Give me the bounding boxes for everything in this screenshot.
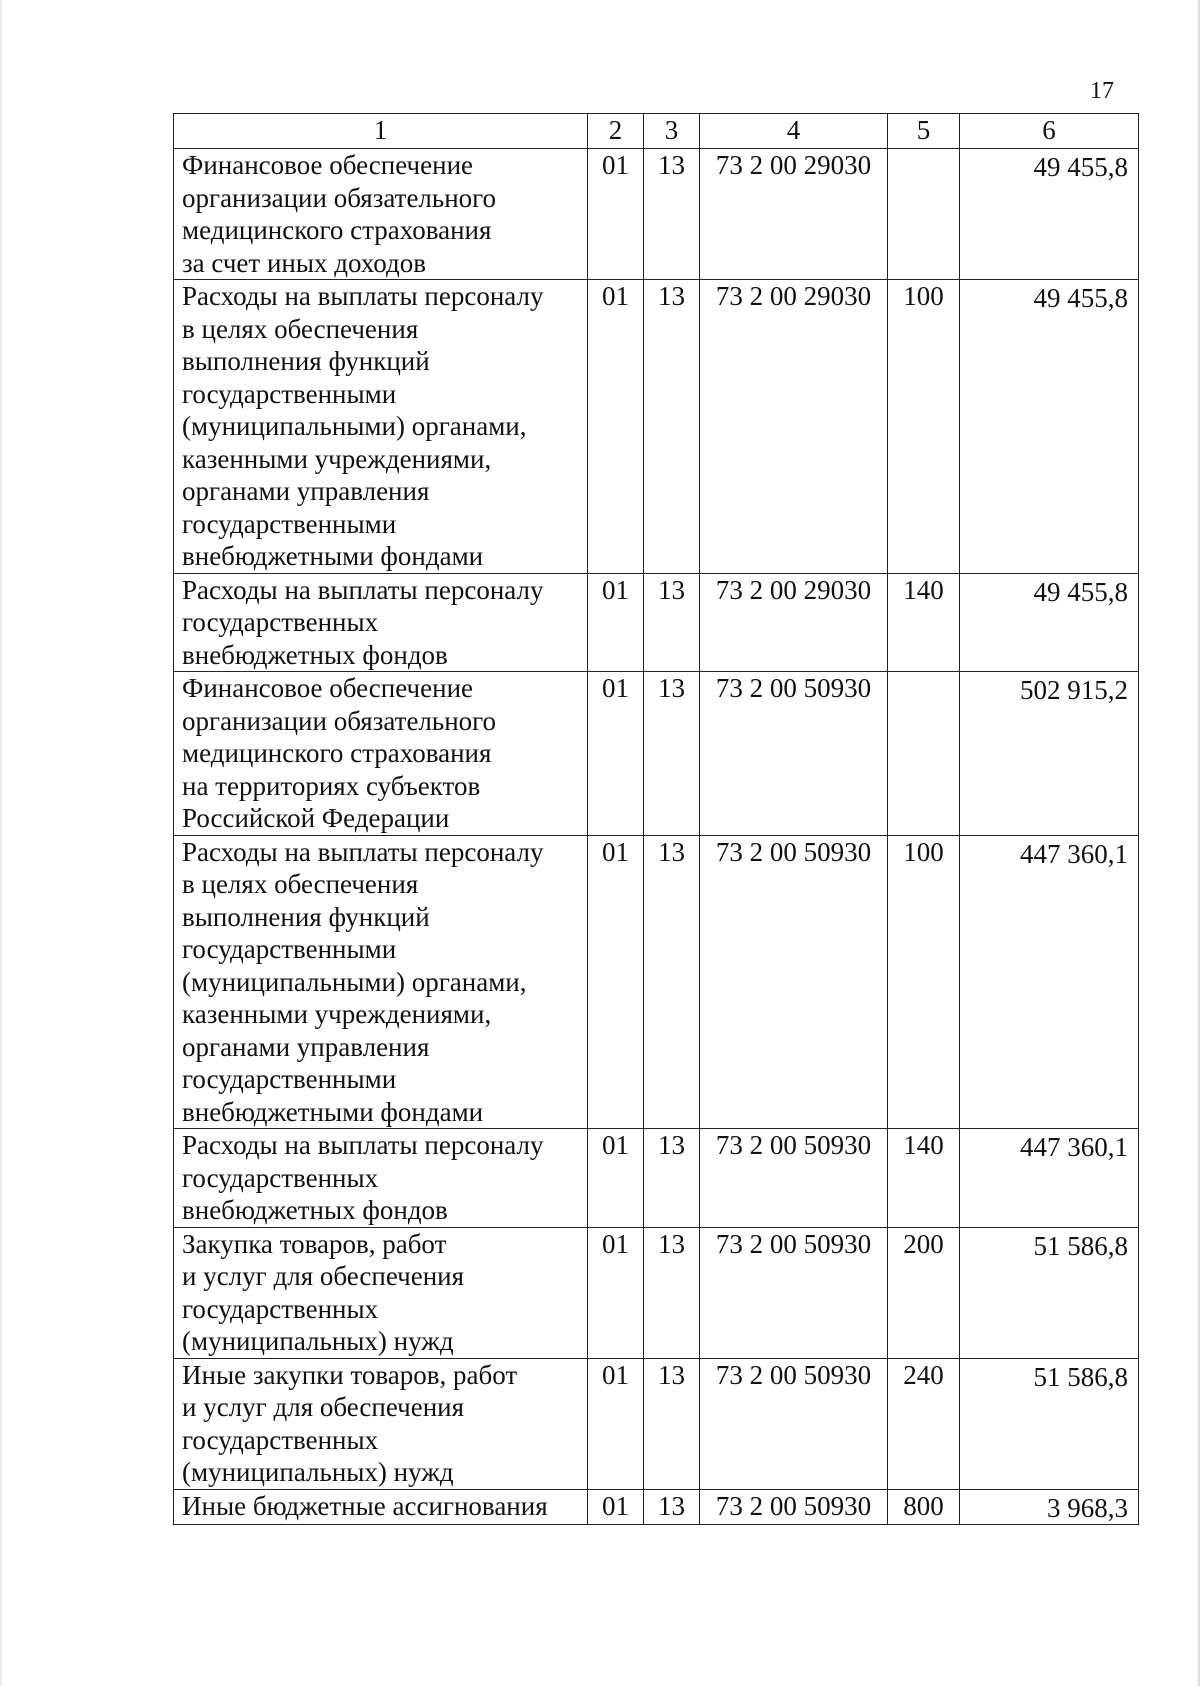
expense-name-cell: [174, 149, 588, 280]
expense-type-cell: 100: [888, 835, 960, 1129]
expense-name-cell: [174, 1227, 588, 1358]
expense-name-line: Иные закупки товаров, работ: [182, 1359, 518, 1390]
expense-name-line: медицинского страхования: [182, 215, 492, 245]
header-col-2: 2: [588, 114, 644, 149]
scan-edge-right: [1196, 0, 1200, 1686]
table-header-row: [174, 114, 1139, 149]
table-body: [174, 149, 1139, 1525]
expense-name-line: органами управления: [182, 476, 430, 506]
scan-edge-left: [0, 0, 3, 1686]
expense-name-line: (муниципальными) органами,: [182, 966, 527, 997]
amount-cell: 502 915,2: [960, 672, 1139, 836]
table-row: [174, 1129, 1139, 1228]
target-article-cell: 73 2 00 29030: [700, 149, 888, 280]
header-col-3: 3: [644, 114, 700, 149]
section-code-cell: 01: [588, 835, 644, 1129]
expense-type-cell: [888, 672, 960, 836]
expense-name-line: государственных: [182, 1293, 379, 1324]
expense-name-line: Финансовое обеспечение: [182, 673, 474, 703]
expense-name-line: Закупка товаров, работ: [182, 1228, 447, 1259]
expense-name-cell: [174, 835, 588, 1129]
target-article-cell: 73 2 00 29030: [700, 573, 888, 672]
table-row: [174, 1227, 1139, 1358]
expense-name-line: организации обязательного: [182, 705, 497, 736]
expense-name-line: выполнения функций: [182, 346, 430, 376]
expense-name-line: и услуг для обеспечения: [182, 1261, 465, 1291]
expense-name-line: выполнения функций: [182, 901, 430, 932]
expense-name-line: внебюджетных фондов: [182, 1195, 448, 1225]
subsection-code-cell: 13: [644, 1227, 700, 1358]
table-row: [174, 1489, 1139, 1525]
expense-type-cell: 240: [888, 1358, 960, 1489]
expense-name-cell: [174, 672, 588, 836]
expense-name-cell: [174, 280, 588, 574]
expense-name-line: медицинского страхования: [182, 738, 492, 768]
expense-name-cell: [174, 1358, 588, 1489]
expense-name-line: государственных: [182, 1162, 379, 1193]
header-col-5: 5: [888, 114, 960, 149]
target-article-cell: 73 2 00 50930: [700, 1489, 888, 1525]
section-code-cell: 01: [588, 672, 644, 836]
table-row: [174, 835, 1139, 1129]
target-article-cell: 73 2 00 29030: [700, 280, 888, 574]
expense-name-line: государственными: [182, 934, 397, 964]
expense-name-line: в целях обеспечения: [182, 313, 419, 344]
expense-name-line: органами управления: [182, 1031, 430, 1062]
expense-type-cell: 100: [888, 280, 960, 574]
section-code-cell: 01: [588, 149, 644, 280]
expense-name-line: Расходы на выплаты персоналу: [182, 281, 544, 311]
amount-cell: 447 360,1: [960, 835, 1139, 1129]
expense-name-line: Расходы на выплаты персоналу: [182, 574, 544, 605]
budget-table: [173, 113, 1139, 1525]
expense-name-line: и услуг для обеспечения: [182, 1392, 465, 1422]
section-code-cell: 01: [588, 1358, 644, 1489]
target-article-cell: 73 2 00 50930: [700, 1227, 888, 1358]
section-code-cell: 01: [588, 1489, 644, 1525]
expense-name-line: казенными учреждениями,: [182, 999, 492, 1029]
expense-name-line: за счет иных доходов: [182, 247, 426, 278]
expense-name-cell: [174, 573, 588, 672]
target-article-cell: 73 2 00 50930: [700, 1129, 888, 1228]
amount-cell: 49 455,8: [960, 280, 1139, 574]
table-row: [174, 280, 1139, 574]
page-number: 17: [1090, 78, 1114, 104]
subsection-code-cell: 13: [644, 149, 700, 280]
expense-type-cell: 140: [888, 1129, 960, 1228]
expense-name-line: государственными: [182, 508, 397, 539]
expense-name-cell: [174, 1489, 588, 1525]
target-article-cell: 73 2 00 50930: [700, 1358, 888, 1489]
target-article-cell: 73 2 00 50930: [700, 672, 888, 836]
section-code-cell: 01: [588, 573, 644, 672]
expense-name-line: Иные бюджетные ассигнования: [182, 1490, 548, 1521]
header-col-1: 1: [174, 114, 588, 149]
expense-name-line: в целях обеспечения: [182, 869, 419, 899]
amount-cell: 447 360,1: [960, 1129, 1139, 1228]
header-col-6: 6: [960, 114, 1139, 149]
amount-cell: 3 968,3: [960, 1489, 1139, 1525]
subsection-code-cell: 13: [644, 835, 700, 1129]
table-row: [174, 672, 1139, 836]
subsection-code-cell: 13: [644, 573, 700, 672]
section-code-cell: 01: [588, 280, 644, 574]
table-row: [174, 1358, 1139, 1489]
expense-name-line: Расходы на выплаты персоналу: [182, 836, 544, 867]
expense-name-line: Российской Федерации: [182, 803, 450, 833]
expense-type-cell: 200: [888, 1227, 960, 1358]
expense-name-line: казенными учреждениями,: [182, 443, 492, 474]
section-code-cell: 01: [588, 1129, 644, 1228]
expense-name-line: внебюджетными фондами: [182, 1096, 484, 1127]
expense-name-line: государственными: [182, 1064, 397, 1094]
subsection-code-cell: 13: [644, 1489, 700, 1525]
expense-type-cell: 800: [888, 1489, 960, 1525]
expense-type-cell: 140: [888, 573, 960, 672]
subsection-code-cell: 13: [644, 280, 700, 574]
subsection-code-cell: 13: [644, 1129, 700, 1228]
expense-name-line: (муниципальных) нужд: [182, 1326, 454, 1356]
expense-name-line: государственных: [182, 1424, 379, 1455]
target-article-cell: 73 2 00 50930: [700, 835, 888, 1129]
amount-cell: 51 586,8: [960, 1227, 1139, 1358]
amount-cell: 49 455,8: [960, 149, 1139, 280]
expense-type-cell: [888, 149, 960, 280]
subsection-code-cell: 13: [644, 1358, 700, 1489]
expense-name-cell: [174, 1129, 588, 1228]
section-code-cell: 01: [588, 1227, 644, 1358]
expense-name-line: государственных: [182, 607, 379, 637]
expense-name-line: Расходы на выплаты персоналу: [182, 1130, 544, 1160]
amount-cell: 51 586,8: [960, 1358, 1139, 1489]
table-row: [174, 149, 1139, 280]
expense-name-line: на территориях субъектов: [182, 770, 481, 801]
subsection-code-cell: 13: [644, 672, 700, 836]
expense-name-line: Финансовое обеспечение: [182, 150, 474, 180]
expense-name-line: (муниципальными) органами,: [182, 411, 527, 441]
expense-name-line: организации обязательного: [182, 182, 497, 213]
expense-name-line: внебюджетных фондов: [182, 639, 448, 670]
amount-cell: 49 455,8: [960, 573, 1139, 672]
expense-name-line: государственными: [182, 378, 397, 409]
header-col-4: 4: [700, 114, 888, 149]
expense-name-line: внебюджетными фондами: [182, 541, 484, 571]
table-row: [174, 573, 1139, 672]
expense-name-line: (муниципальных) нужд: [182, 1457, 454, 1487]
